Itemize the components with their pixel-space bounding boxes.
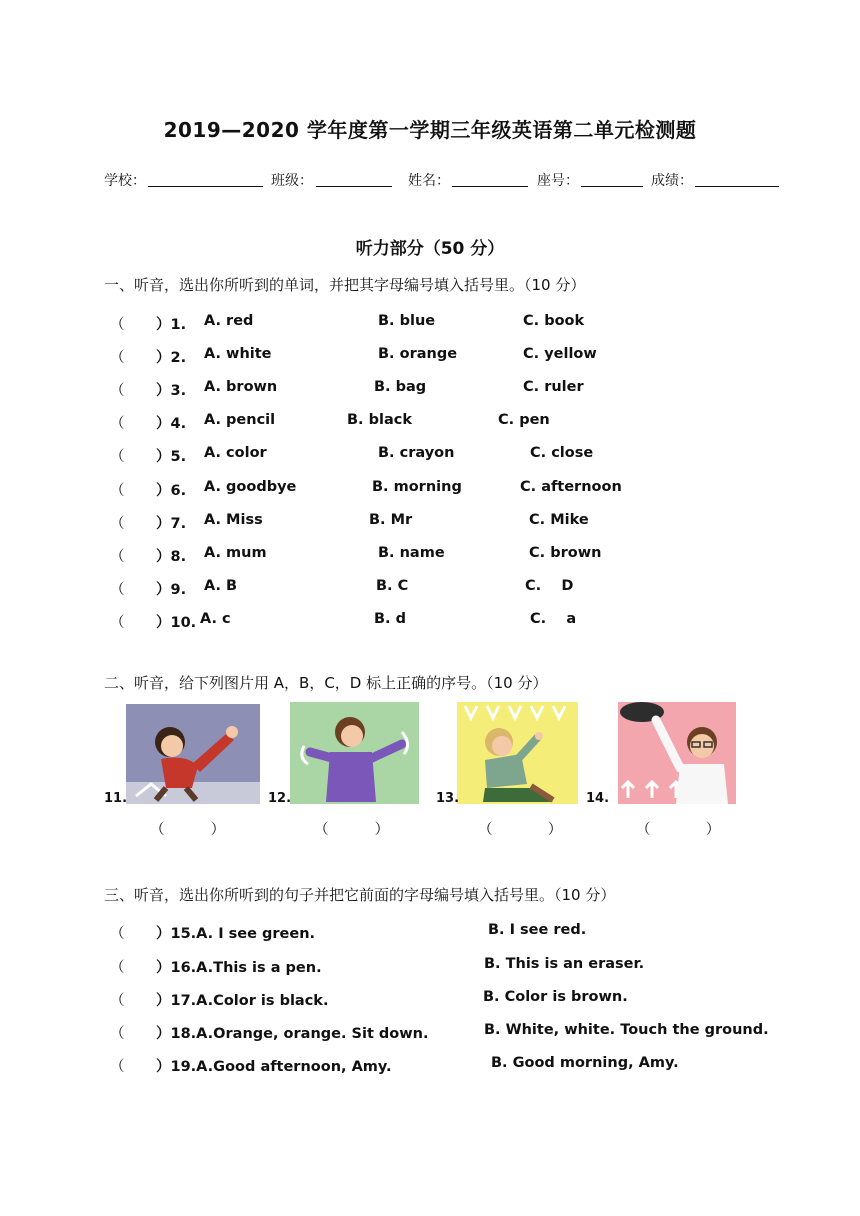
option-c: C. close	[530, 445, 594, 461]
question-number: ）2.	[156, 350, 187, 366]
option-c: C. ruler	[523, 379, 584, 395]
answer-blank[interactable]: （	[110, 926, 125, 942]
picture-boy-with-cap	[618, 698, 736, 804]
score-label: 成绩：	[651, 173, 693, 189]
school-field[interactable]	[148, 186, 263, 187]
option-b: B. d	[374, 611, 406, 627]
option-a: A. mum	[204, 545, 267, 561]
class-field[interactable]	[316, 186, 392, 187]
option-b: B. black	[347, 412, 412, 428]
part2-heading: 二、听音，给下列图片用 A，B，C，D 标上正确的序号。（10 分）	[104, 674, 548, 692]
option-c: C. book	[523, 313, 585, 329]
picture-label-13: 13.	[436, 791, 460, 806]
option-a: A. goodbye	[204, 479, 297, 495]
name-label: 姓名：	[408, 173, 450, 189]
answer-blank-13[interactable]: （ ）	[478, 822, 563, 838]
question-number: ）7.	[156, 516, 187, 532]
sentence-a: ）18.A.Orange, orange. Sit down.	[156, 1026, 429, 1042]
sentence-b: B. White, white. Touch the ground.	[484, 1022, 769, 1038]
question-number: ）3.	[156, 383, 187, 399]
question-number: ）9.	[156, 582, 187, 598]
option-b: B. name	[378, 545, 445, 561]
option-c: C. pen	[498, 412, 550, 428]
option-b: B. orange	[378, 346, 458, 362]
sentence-a: ）16.A.This is a pen.	[156, 960, 322, 976]
class-label: 班级：	[271, 173, 313, 189]
answer-blank[interactable]: （	[110, 317, 125, 333]
option-c: C. Mike	[529, 512, 589, 528]
part3-heading: 三、听音，选出你所听到的句子并把它前面的字母编号填入括号里。（10 分）	[104, 886, 616, 904]
option-b: B. Mr	[369, 512, 413, 528]
option-c: C. a	[530, 611, 577, 627]
question-number: ）1.	[156, 317, 187, 333]
option-a: A. pencil	[204, 412, 276, 428]
option-a: A. white	[204, 346, 272, 362]
score-field[interactable]	[695, 186, 779, 187]
sentence-a: ）17.A.Color is black.	[156, 993, 329, 1009]
answer-blank[interactable]: （	[110, 383, 125, 399]
option-c: C. yellow	[523, 346, 597, 362]
picture-label-12: 12.	[268, 791, 292, 806]
option-a: A. c	[200, 611, 231, 627]
option-a: A. color	[204, 445, 267, 461]
part1-heading: 一、听音，选出你所听到的单词，并把其字母编号填入括号里。（10 分）	[104, 276, 586, 294]
answer-blank-12[interactable]: （ ）	[314, 822, 390, 838]
picture-girl-sitting	[457, 702, 578, 804]
question-number: ）4.	[156, 416, 187, 432]
answer-blank[interactable]: （	[110, 416, 125, 432]
answer-blank[interactable]: （	[110, 350, 125, 366]
answer-blank-14[interactable]: （ ）	[636, 822, 721, 838]
sentence-a: ）19.A.Good afternoon, Amy.	[156, 1059, 392, 1075]
answer-blank[interactable]: （	[110, 516, 125, 532]
answer-blank[interactable]: （	[110, 582, 125, 598]
answer-blank[interactable]: （	[110, 483, 125, 499]
sentence-a: ）15.A. I see green.	[156, 926, 316, 942]
option-b: B. crayon	[378, 445, 455, 461]
sentence-b: B. I see red.	[488, 922, 587, 938]
name-field[interactable]	[452, 186, 528, 187]
sentence-b: B. This is an eraser.	[484, 956, 645, 972]
seat-field[interactable]	[581, 186, 643, 187]
option-b: B. bag	[374, 379, 427, 395]
picture-boy-turning	[290, 702, 419, 804]
option-a: A. red	[204, 313, 254, 329]
answer-blank[interactable]: （	[110, 1026, 125, 1042]
answer-blank[interactable]: （	[110, 960, 125, 976]
answer-blank[interactable]: （	[110, 549, 125, 565]
option-c: C. brown	[529, 545, 602, 561]
answer-blank[interactable]: （	[110, 615, 125, 631]
sentence-b: B. Color is brown.	[483, 989, 628, 1005]
page-title: 2019—2020 学年度第一学期三年级英语第二单元检测题	[163, 118, 697, 142]
option-a: A. brown	[204, 379, 278, 395]
picture-girl-touching-ground	[126, 704, 260, 804]
question-number: ）5.	[156, 449, 187, 465]
answer-blank[interactable]: （	[110, 1059, 125, 1075]
picture-label-14: 14.	[586, 791, 610, 806]
option-c: C. D	[525, 578, 574, 594]
option-a: A. Miss	[204, 512, 263, 528]
picture-label-11: 11.	[104, 791, 128, 806]
answer-blank[interactable]: （	[110, 993, 125, 1009]
option-a: A. B	[204, 578, 238, 594]
answer-blank[interactable]: （	[110, 449, 125, 465]
option-b: B. blue	[378, 313, 436, 329]
answer-blank-11[interactable]: （ ）	[150, 822, 226, 838]
listening-section-title: 听力部分（50 分）	[355, 239, 505, 259]
option-c: C. afternoon	[520, 479, 622, 495]
question-number: ）8.	[156, 549, 187, 565]
school-label: 学校：	[104, 173, 146, 189]
sentence-b: B. Good morning, Amy.	[491, 1055, 679, 1071]
option-b: B. C	[376, 578, 409, 594]
option-b: B. morning	[372, 479, 462, 495]
seat-label: 座号：	[537, 173, 579, 189]
question-number: ）6.	[156, 483, 187, 499]
question-number: ）10.	[156, 615, 197, 631]
